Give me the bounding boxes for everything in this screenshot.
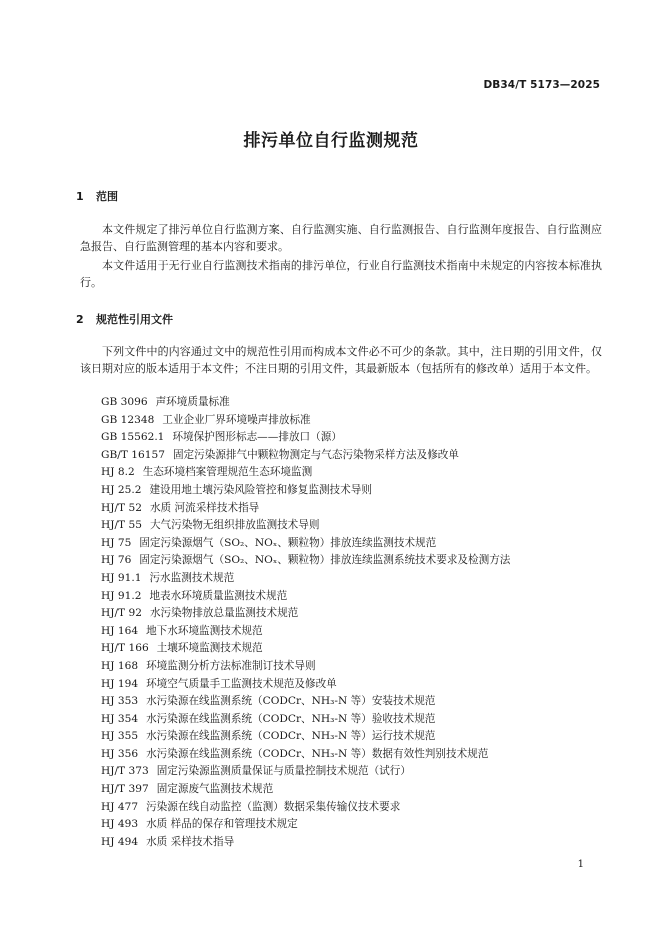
reference-list (101, 394, 510, 851)
reference-title: 建设用地土壤污染风险管控和修复监测技术导则 (149, 483, 372, 496)
reference-item (101, 482, 510, 500)
scope-paragraph-2: 本文件适用于无行业自行监测技术指南的排污单位，行业自行监测技术指南中未规定的内容按本标准执行。 (80, 259, 602, 289)
reference-code: GB 12348 (101, 413, 155, 426)
references-intro-paragraph: 下列文件中的内容通过文中的规范性引用而构成本文件必不可少的条款。其中，注日期的引用文件，仅该日期对应的版本适用于本文件；不注日期的引用文件，其最新版本（包括所有的修改单）适用于本文件。 (80, 345, 602, 375)
reference-code: HJ 355 (101, 730, 139, 743)
reference-code: HJ 164 (101, 624, 139, 637)
reference-title: 水质 样品的保存和管理技术规定 (146, 818, 298, 831)
reference-title: 污染源在线自动监控（监测）数据采集传输仪技术要求 (146, 800, 401, 813)
section-heading-scope (76, 188, 118, 204)
reference-title: 生态环境档案管理规范生态环境监测 (142, 466, 313, 479)
reference-code: HJ 353 (101, 695, 139, 708)
reference-code: HJ 194 (101, 677, 139, 690)
reference-code: HJ 76 (101, 554, 132, 567)
reference-code: GB 15562.1 (101, 431, 165, 444)
reference-item (101, 464, 510, 482)
section-title: 规范性引用文件 (96, 313, 173, 326)
document-code: DB34/T 5173—2025 (483, 79, 600, 91)
section-title: 范围 (96, 190, 118, 203)
page-number: 1 (577, 859, 584, 870)
reference-item (101, 658, 510, 676)
reference-item (101, 535, 510, 553)
reference-title: 地表水环境质量监测技术规范 (149, 589, 288, 602)
section-heading-normative-references (76, 311, 173, 327)
reference-item (101, 394, 510, 412)
reference-item (101, 500, 510, 518)
reference-code: HJ 25.2 (101, 483, 142, 496)
reference-item (101, 816, 510, 834)
reference-title: 环境空气质量手工监测技术规范及修改单 (146, 677, 337, 690)
scope-paragraph-1: 本文件规定了排污单位自行监测方案、自行监测实施、自行监测报告、自行监测年度报告、自行监测应急报告、自行监测管理的基本内容和要求。 (80, 223, 602, 253)
reference-title: 污水监测技术规范 (149, 571, 235, 584)
reference-code: HJ/T 92 (101, 607, 142, 620)
section-number: 1 (76, 190, 84, 203)
reference-title: 水质 河流采样技术指导 (149, 501, 260, 514)
reference-code: GB/T 16157 (101, 448, 165, 461)
reference-title: 固定污染源烟气（SO₂、NOₓ、颗粒物）排放连续监测技术规范 (139, 536, 437, 549)
reference-title: 水污染源在线监测系统（CODCr、NH₃-N 等）数据有效性判别技术规范 (146, 747, 489, 760)
reference-item (101, 570, 510, 588)
reference-code: HJ/T 397 (101, 783, 149, 796)
reference-item (101, 799, 510, 817)
reference-title: 固定污染源烟气（SO₂、NOₓ、颗粒物）排放连续监测系统技术要求及检测方法 (139, 554, 511, 567)
reference-item (101, 834, 510, 852)
reference-item (101, 605, 510, 623)
reference-title: 水污染源在线监测系统（CODCr、NH₃-N 等）运行技术规范 (146, 730, 436, 743)
reference-item (101, 693, 510, 711)
reference-item (101, 676, 510, 694)
reference-item (101, 728, 510, 746)
reference-item (101, 711, 510, 729)
reference-code: HJ 356 (101, 747, 139, 760)
reference-code: HJ 91.2 (101, 589, 142, 602)
reference-code: HJ 477 (101, 800, 139, 813)
reference-title: 水污染源在线监测系统（CODCr、NH₃-N 等）安装技术规范 (146, 695, 436, 708)
reference-code: HJ 354 (101, 712, 139, 725)
reference-code: HJ 75 (101, 536, 132, 549)
document-title: 排污单位自行监测规范 (243, 131, 419, 151)
reference-title: 工业企业厂界环境噪声排放标准 (162, 413, 311, 426)
reference-title: 大气污染物无组织排放监测技术导则 (149, 519, 320, 532)
reference-code: HJ 494 (101, 835, 139, 848)
reference-item (101, 763, 510, 781)
reference-item (101, 623, 510, 641)
reference-title: 环境保护图形标志——排放口（源） (172, 431, 342, 444)
reference-item (101, 552, 510, 570)
reference-code: HJ 8.2 (101, 466, 135, 479)
reference-title: 水污染源在线监测系统（CODCr、NH₃-N 等）验收技术规范 (146, 712, 436, 725)
reference-title: 水质 采样技术指导 (146, 835, 235, 848)
reference-title: 水污染物排放总量监测技术规范 (149, 607, 299, 620)
reference-item (101, 640, 510, 658)
reference-code: HJ 493 (101, 818, 139, 831)
reference-code: GB 3096 (101, 396, 148, 408)
reference-title: 固定污染源排气中颗粒物测定与气态污染物采样方法及修改单 (172, 448, 459, 461)
reference-title: 地下水环境监测技术规范 (146, 624, 263, 637)
reference-item (101, 429, 510, 447)
reference-item (101, 447, 510, 465)
reference-item (101, 781, 510, 799)
reference-title: 固定污染源监测质量保证与质量控制技术规范（试行） (156, 765, 411, 778)
reference-code: HJ/T 52 (101, 501, 142, 514)
reference-title: 环境监测分析方法标准制订技术导则 (146, 659, 316, 672)
reference-item (101, 588, 510, 606)
reference-title: 土壤环境监测技术规范 (156, 642, 263, 655)
reference-code: HJ 91.1 (101, 571, 142, 584)
reference-item (101, 746, 510, 764)
reference-code: HJ/T 373 (101, 765, 149, 778)
reference-title: 固定源废气监测技术规范 (156, 783, 274, 796)
reference-item (101, 517, 510, 535)
reference-item (101, 412, 510, 430)
reference-code: HJ/T 55 (101, 519, 142, 532)
reference-code: HJ/T 166 (101, 642, 149, 655)
reference-title: 声环境质量标准 (155, 396, 230, 408)
reference-code: HJ 168 (101, 659, 139, 672)
section-number: 2 (76, 313, 84, 326)
